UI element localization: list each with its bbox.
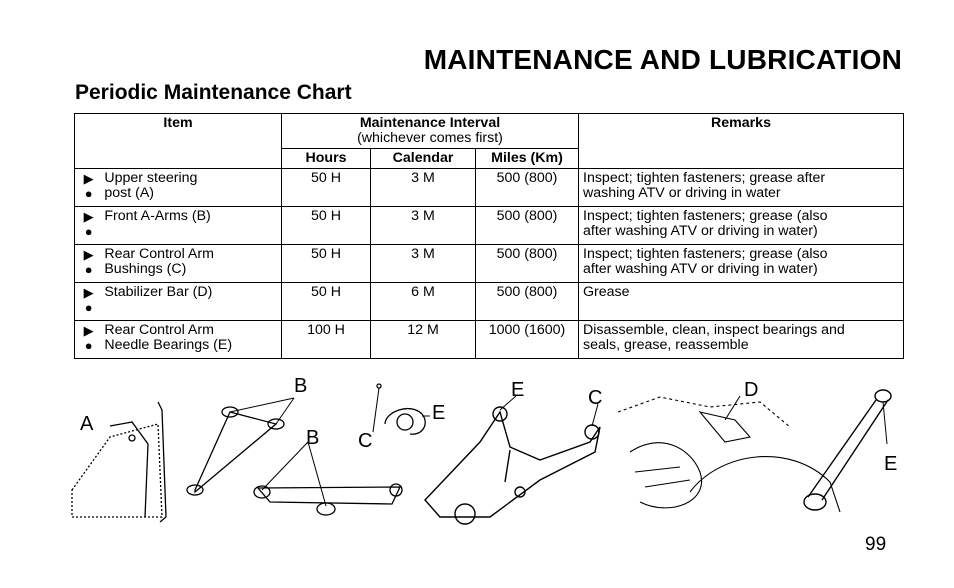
table-row [75, 245, 904, 283]
dot-icon: ● [84, 300, 93, 315]
hours-cell: 50 H [282, 283, 371, 321]
item-line-1: Upper steering [104, 170, 198, 186]
dot-icon: ● [84, 338, 93, 353]
item-cell [102, 321, 281, 359]
remarks-line-1: Disassemble, clean, inspect bearings and [583, 322, 845, 338]
remarks-line-2: after washing ATV or driving in water) [583, 223, 818, 239]
remarks-line-2: after washing ATV or driving in water) [583, 261, 818, 277]
miles-cell: 1000 (1600) [476, 321, 579, 359]
item-line-1: Rear Control Arm [104, 246, 214, 262]
page-number: 99 [865, 534, 887, 555]
calendar-cell: 3 M [371, 169, 476, 207]
hours-cell: 50 H [282, 207, 371, 245]
label-d: D [744, 379, 759, 401]
header-calendar: Calendar [371, 149, 476, 169]
label-b-upper: B [294, 375, 308, 397]
triangle-icon: ▶ [83, 209, 94, 224]
triangle-icon: ▶ [83, 171, 94, 186]
symbol-cell [75, 207, 103, 245]
rear-bushing-drawing [377, 384, 425, 434]
symbol-cell [75, 321, 103, 359]
miles-cell: 500 (800) [476, 169, 579, 207]
hours-cell: 50 H [282, 245, 371, 283]
header-interval-sub: (whichever comes first) [357, 130, 503, 146]
dot-icon: ● [84, 224, 93, 239]
table-row [75, 321, 904, 359]
calendar-cell: 12 M [371, 321, 476, 359]
dot-icon: ● [84, 262, 93, 277]
remarks-cell [579, 283, 904, 321]
header-item: Item [75, 114, 282, 169]
calendar-cell: 3 M [371, 207, 476, 245]
front-a-arm-drawing [187, 407, 402, 515]
item-cell [102, 169, 281, 207]
symbol-cell [75, 169, 103, 207]
triangle-icon: ▶ [83, 323, 94, 338]
table-row [75, 169, 904, 207]
header-hours: Hours [282, 149, 371, 169]
label-e-left: E [432, 402, 446, 424]
remarks-cell [579, 321, 904, 359]
calendar-cell: 3 M [371, 245, 476, 283]
table-row [75, 207, 904, 245]
label-c-right: C [588, 387, 603, 409]
header-interval-title: Maintenance Interval [359, 115, 501, 131]
item-line-1: Stabilizer Bar (D) [104, 284, 213, 300]
item-line-2: post (A) [104, 185, 155, 201]
miles-cell: 500 (800) [476, 207, 579, 245]
label-e-middle: E [511, 379, 525, 401]
table-row [75, 283, 904, 321]
item-line-1: Rear Control Arm [104, 322, 214, 338]
header-remarks: Remarks [579, 114, 904, 169]
triangle-icon: ▶ [83, 247, 94, 262]
dot-icon: ● [84, 186, 93, 201]
triangle-icon: ▶ [83, 285, 94, 300]
parts-illustration [70, 372, 910, 532]
label-e-right: E [884, 453, 898, 475]
item-line-1: Front A-Arms (B) [104, 208, 211, 224]
header-interval [282, 114, 579, 149]
label-c-left: C [358, 430, 373, 452]
item-line-2: Needle Bearings (E) [104, 337, 233, 353]
label-b-lower: B [306, 427, 320, 449]
symbol-cell [75, 245, 103, 283]
miles-cell: 500 (800) [476, 245, 579, 283]
remarks-cell [579, 207, 904, 245]
page-title: MAINTENANCE AND LUBRICATION [423, 44, 902, 75]
item-line-2: Bushings (C) [104, 261, 187, 277]
remarks-line-1: Inspect; tighten fasteners; grease after [583, 170, 826, 186]
label-a: A [80, 413, 94, 435]
calendar-cell: 6 M [371, 283, 476, 321]
item-cell [102, 283, 281, 321]
remarks-line-1: Grease [583, 284, 630, 300]
remarks-line-1: Inspect; tighten fasteners; grease (also [583, 246, 828, 262]
remarks-cell [579, 245, 904, 283]
maintenance-table [74, 113, 904, 359]
hours-cell: 100 H [282, 321, 371, 359]
item-cell [102, 245, 281, 283]
remarks-line-2: seals, grease, reassemble [583, 337, 749, 353]
section-title: Periodic Maintenance Chart [75, 81, 352, 104]
needle-bearing-arm-drawing [804, 390, 891, 510]
table-header-row [75, 114, 904, 149]
leader-lines [230, 388, 887, 506]
symbol-cell [75, 283, 103, 321]
header-miles: Miles (Km) [476, 149, 579, 169]
miles-cell: 500 (800) [476, 283, 579, 321]
item-cell [102, 207, 281, 245]
rear-control-arm-drawing [425, 407, 600, 524]
hours-cell: 50 H [282, 169, 371, 207]
remarks-line-1: Inspect; tighten fasteners; grease (also [583, 208, 828, 224]
remarks-line-2: washing ATV or driving in water [583, 185, 781, 201]
remarks-cell [579, 169, 904, 207]
